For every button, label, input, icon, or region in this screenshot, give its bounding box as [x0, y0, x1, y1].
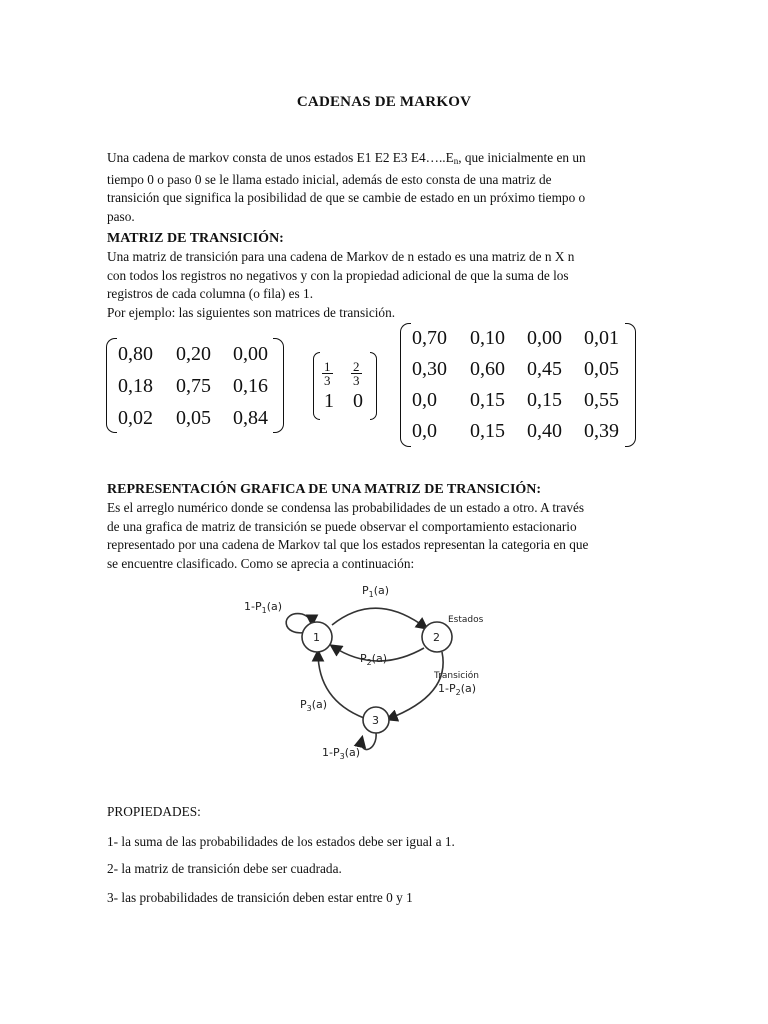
repr-line-2: de una grafica de matriz de transición se puede observar el comportamiento estacionario [107, 518, 577, 534]
label-p1 [362, 584, 389, 599]
label-text: (a) [460, 682, 477, 695]
matrix-cell: 0,16 [233, 374, 268, 397]
label-text: P [360, 652, 367, 665]
matrix-cell: 0,70 [412, 327, 447, 349]
label-loop-1 [244, 600, 282, 615]
repr-line-3: representado por una cadena de Markov tal que los estados representan la categoria en que [107, 537, 589, 552]
intro-line-1-end: , que inicialmente en un [458, 150, 586, 165]
matrix-cell: 0,80 [118, 342, 153, 365]
fraction-denominator: 3 [353, 373, 360, 388]
label-p2 [360, 652, 387, 667]
matrix-cell: 0,05 [176, 406, 211, 429]
node-1-label: 1 [313, 631, 320, 644]
node-2-label: 2 [433, 631, 440, 644]
intro-paragraph [107, 149, 657, 226]
matrix-right-bracket [625, 323, 636, 447]
propiedad-item-2: 2- la matriz de transición debe ser cuadrada. [107, 861, 342, 876]
matrix-4x4-grid [412, 323, 619, 447]
node-3-label: 3 [372, 714, 379, 727]
matrix-cell: 0,10 [470, 327, 505, 349]
representacion-heading: REPRESENTACIÓN GRAFICA DE UNA MATRIZ DE TRANSICIÓN: [107, 482, 542, 497]
intro-line-1 [107, 149, 657, 171]
repr-line-1: Es el arreglo numérico donde se condensa las probabilidades de un estado a otro. A través [107, 500, 585, 515]
matriz-line-1: Una matriz de transición para una cadena de Markov de n estado es una matriz de n X n [107, 249, 575, 264]
label-text: (a) [373, 584, 390, 597]
arc-2-to-3 [388, 652, 443, 719]
representacion-paragraph [107, 499, 657, 573]
intro-line-4: paso. [107, 208, 135, 224]
matrix-2x2 [313, 352, 377, 420]
label-text: (a) [344, 746, 361, 759]
label-transicion: Transición [434, 671, 479, 681]
label-estados: Estados [448, 615, 484, 625]
propiedades-heading: PROPIEDADES: [107, 804, 201, 819]
fraction-one-third [322, 354, 333, 387]
fraction-two-thirds [351, 354, 362, 387]
self-loop-3 [361, 732, 376, 749]
label-subscript: 3 [306, 704, 312, 713]
matrix-cell: 0,18 [118, 374, 153, 397]
document-title: CADENAS DE MARKOV [296, 94, 472, 110]
intro-subscript: n [453, 156, 459, 166]
matrix-cell: 0,15 [527, 389, 562, 411]
fraction-numerator: 1 [324, 359, 331, 374]
matriz-heading: MATRIZ DE TRANSICIÓN: [107, 231, 284, 246]
propiedad-item-1: 1- la suma de las probabilidades de los estados debe ser igual a 1. [107, 834, 455, 849]
label-subscript: 3 [339, 752, 345, 761]
matriz-line-2: con todos los registros no negativos y con la propiedad adicional de que la suma de los [107, 267, 569, 283]
label-subscript: 2 [455, 688, 461, 697]
label-loop-2 [438, 682, 476, 697]
repr-line-4: se encuentre clasificado. Como se aprecia a continuación: [107, 555, 415, 571]
matrix-cell: 1 [324, 390, 334, 412]
label-text: 1-P [322, 746, 340, 759]
matrix-cell: 0,40 [527, 420, 562, 442]
matrix-cell: 0,75 [176, 374, 211, 397]
matrix-left-bracket [106, 338, 117, 433]
matrix-cell: 0,30 [412, 358, 447, 380]
matrix-cell: 0,0 [412, 389, 437, 411]
matrix-cell: 0,15 [470, 389, 505, 411]
label-subscript: 2 [366, 658, 372, 667]
matrix-cell: 0,02 [118, 406, 153, 429]
label-loop-3 [322, 746, 360, 761]
matrix-cell: 0,39 [584, 420, 619, 442]
matriz-paragraph [107, 248, 657, 322]
transition-diagram [236, 580, 506, 770]
matrix-cell: 0,45 [527, 358, 562, 380]
matrix-cell: 0,00 [527, 327, 562, 349]
matrix-cell: 0,84 [233, 406, 268, 429]
intro-line-3: transición que significa la posibilidad de que se cambie de estado en un próximo tiempo o [107, 190, 586, 205]
matrix-3x3-grid [118, 338, 268, 434]
label-subscript: 1 [261, 606, 267, 615]
propiedad-item-3: 3- las probabilidades de transición deben estar entre 0 y 1 [107, 890, 413, 905]
matrix-right-bracket [370, 352, 377, 420]
matrix-left-bracket [400, 323, 411, 447]
matriz-line-4: Por ejemplo: las siguientes son matrices de transición. [107, 304, 396, 320]
label-text: (a) [371, 652, 388, 665]
matrix-cell: 0,60 [470, 358, 505, 380]
arc-1-to-2 [332, 608, 426, 628]
label-text: 1-P [244, 600, 262, 613]
label-text: (a) [266, 600, 283, 613]
matrix-cell: 0,01 [584, 327, 619, 349]
matrix-cell: 0,55 [584, 389, 619, 411]
label-subscript: 1 [368, 590, 374, 599]
label-text: (a) [311, 698, 328, 711]
matrix-cell: 0,20 [176, 342, 211, 365]
fraction-denominator: 3 [324, 373, 331, 388]
label-text: 1-P [438, 682, 456, 695]
matrix-4x4 [400, 323, 636, 447]
matrix-cell: 0 [353, 390, 363, 412]
label-p3 [300, 698, 327, 713]
matriz-line-3: registros de cada columna (o fila) es 1. [107, 286, 314, 301]
matrix-right-bracket [273, 338, 284, 433]
matrix-cell: 0,0 [412, 420, 437, 442]
matrix-left-bracket [313, 352, 320, 420]
intro-line-1-text: Una cadena de markov consta de unos estados E1 E2 E3 E4…..E [107, 150, 454, 165]
intro-line-2: tiempo 0 o paso 0 se le llama estado inicial, además de esto consta de una matriz de [107, 171, 552, 187]
label-text: P [300, 698, 307, 711]
matrix-cell: 0,00 [233, 342, 268, 365]
label-text: P [362, 584, 369, 597]
matrix-cell: 0,15 [470, 420, 505, 442]
fraction-numerator: 2 [353, 359, 360, 374]
matrix-3x3 [106, 338, 284, 433]
matrix-cell: 0,05 [584, 358, 619, 380]
